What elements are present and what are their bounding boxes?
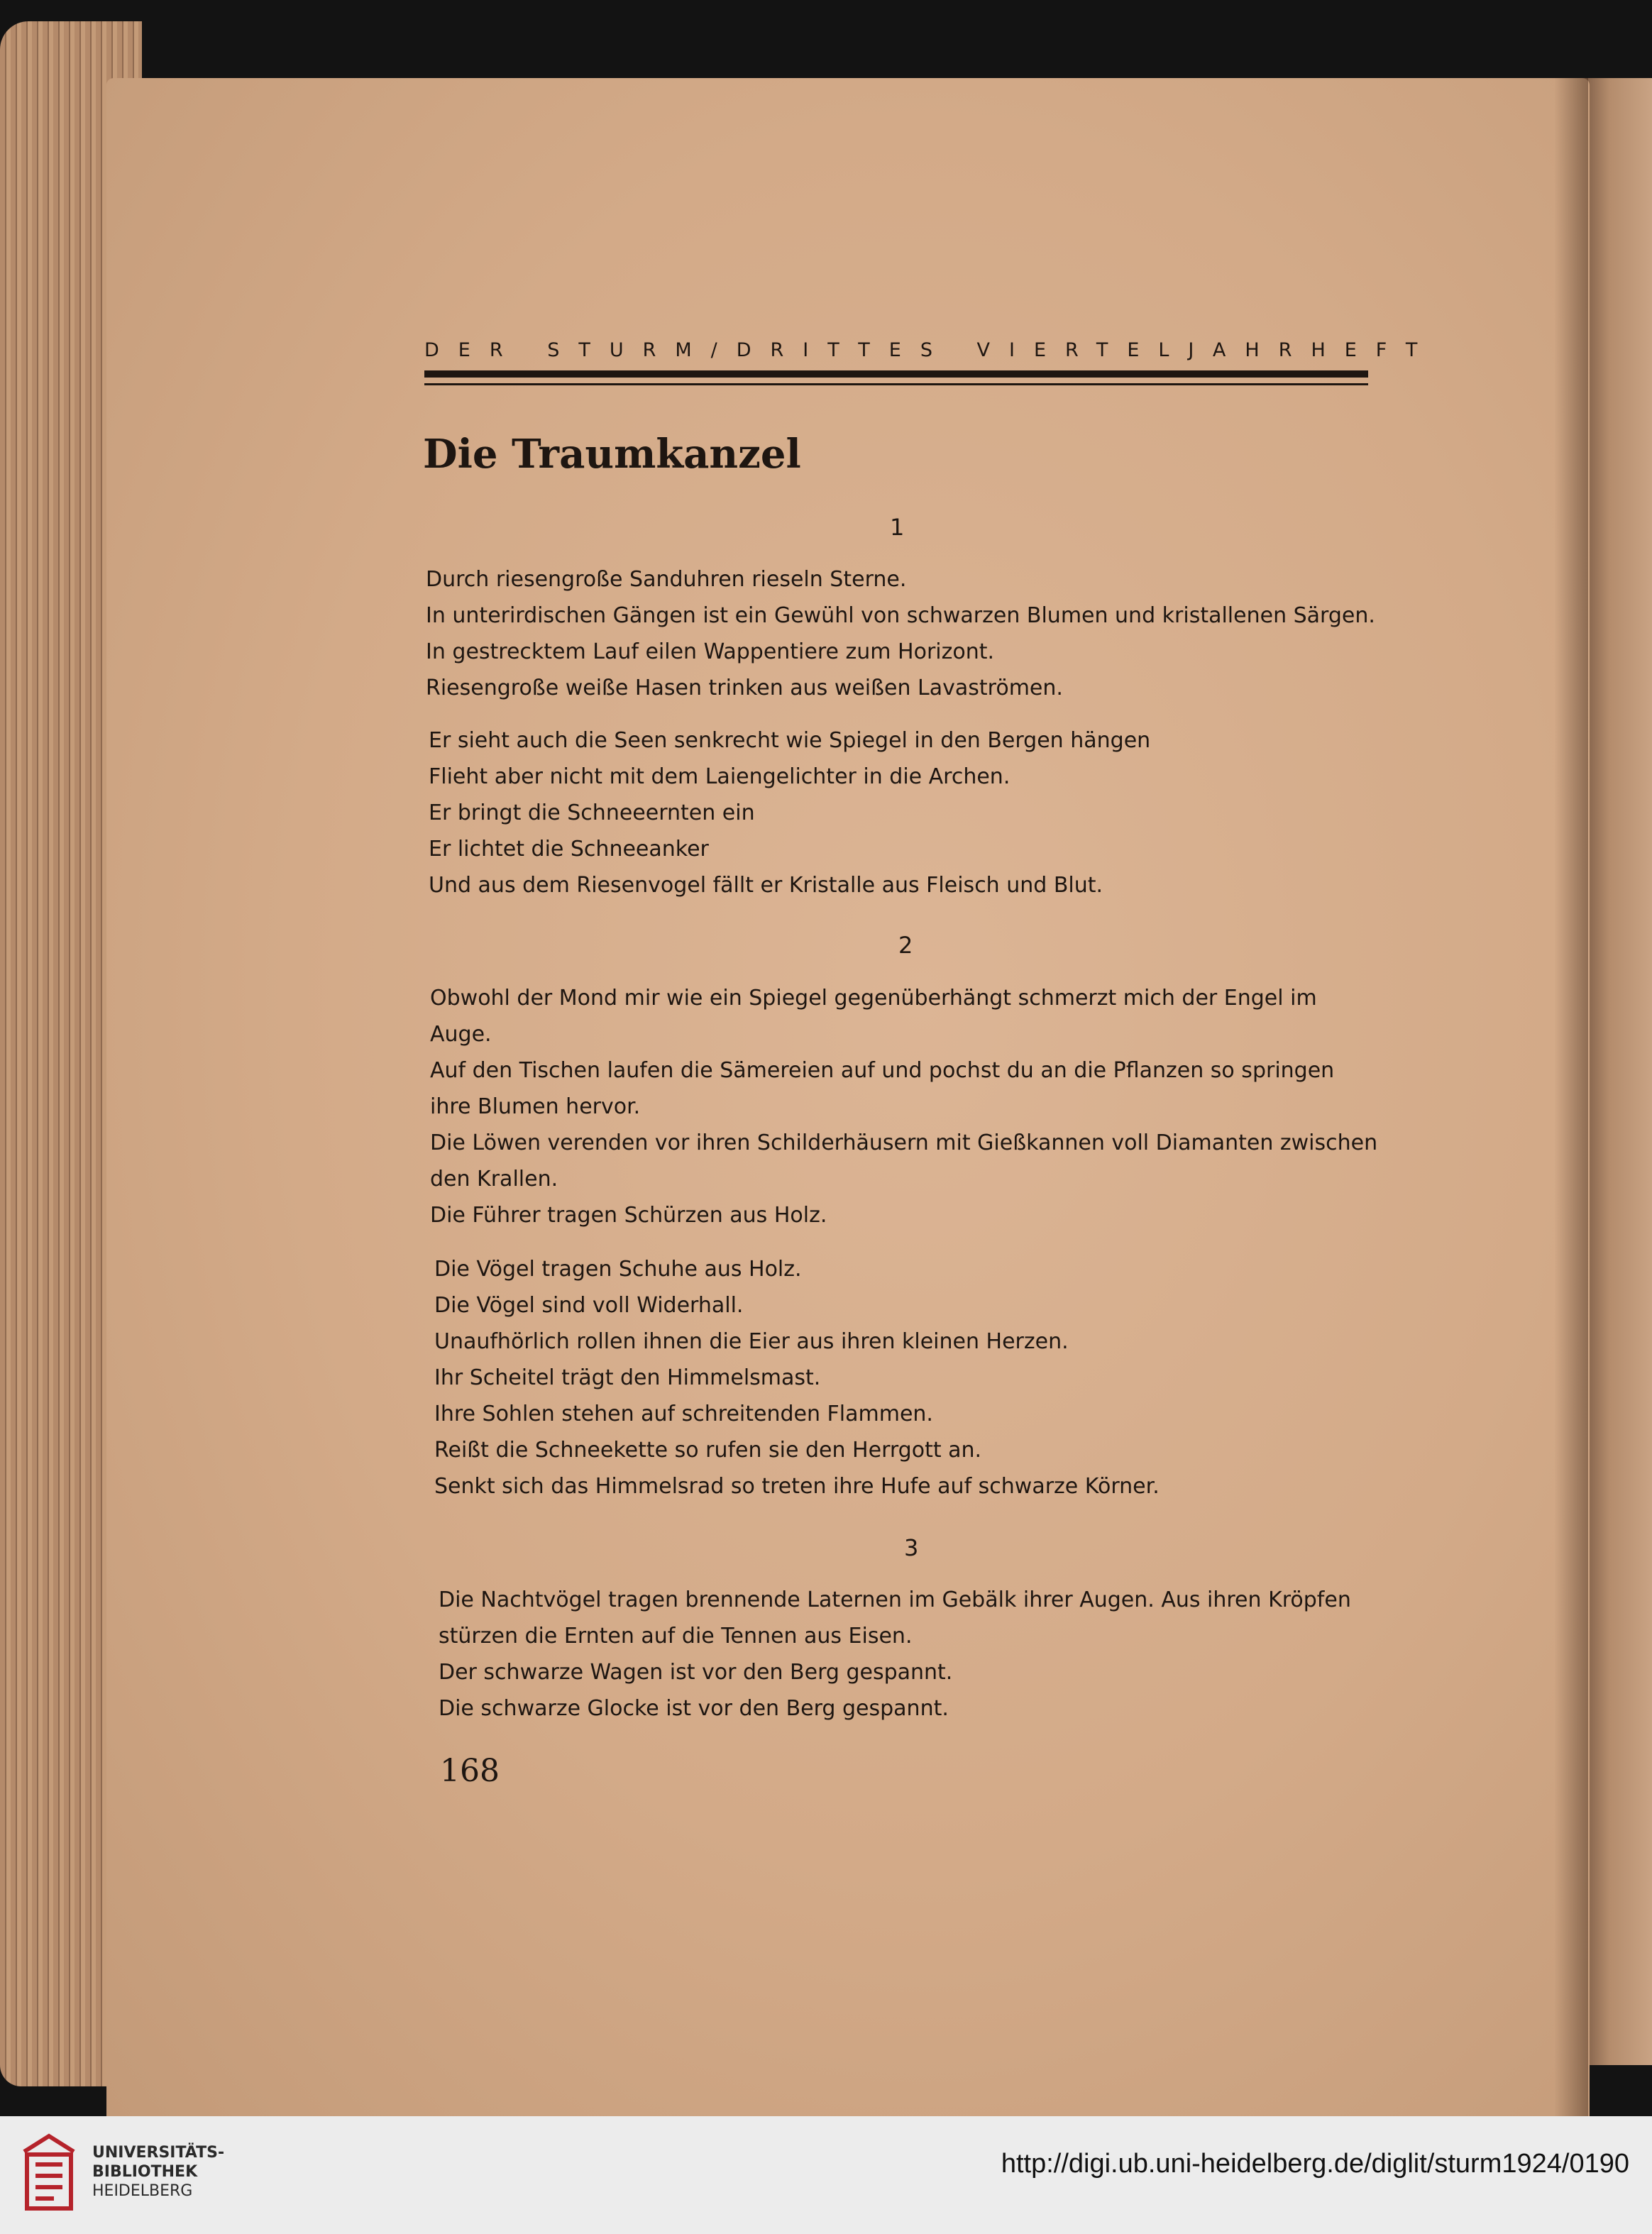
verse-line: Reißt die Schneekette so rufen sie den Herrgott an. — [434, 1438, 982, 1463]
verse-line: Er sieht auch die Seen senkrecht wie Spiegel in den Bergen hängen — [429, 728, 1151, 753]
verse-line: Die Vögel sind voll Widerhall. — [434, 1293, 744, 1318]
stanza — [434, 1251, 1160, 1504]
verse-line: Flieht aber nicht mit dem Laiengelichter in die Archen. — [429, 764, 1011, 789]
verse-line: Auf den Tischen laufen die Sämereien auf und pochst du an die Pflanzen so springen — [430, 1058, 1335, 1083]
verse-line: Unaufhörlich rollen ihnen die Eier aus ihren kleinen Herzen. — [434, 1329, 1069, 1354]
section-number: 1 — [890, 514, 905, 541]
verse-line: ihre Blumen hervor. — [430, 1094, 641, 1119]
stanza — [439, 1582, 1351, 1727]
verse-line: Er bringt die Schneeernten ein — [429, 800, 755, 825]
verse-line: In unterirdischen Gängen ist ein Gewühl von schwarzen Blumen und kristallenen Särgen. — [426, 603, 1375, 628]
verse-line: Durch riesengroße Sanduhren rieseln Sterne. — [426, 567, 907, 592]
verse-line: Ihre Sohlen stehen auf schreitenden Flammen. — [434, 1402, 933, 1426]
page-gutter-shadow — [1554, 78, 1588, 2122]
library-name — [92, 2143, 224, 2201]
source-url[interactable]: http://digi.ub.uni-heidelberg.de/diglit/sturm1924/0190 — [1001, 2149, 1629, 2179]
verse-line: In gestrecktem Lauf eilen Wappentiere zum Horizont. — [426, 639, 995, 664]
verse-line: Die schwarze Glocke ist vor den Berg gespannt. — [439, 1696, 949, 1721]
verse-line: Er lichtet die Schneeanker — [429, 837, 709, 862]
verse-line: Die Vögel tragen Schuhe aus Holz. — [434, 1257, 802, 1282]
verse-line: Senkt sich das Himmelsrad so treten ihre Hufe auf schwarze Körner. — [434, 1474, 1160, 1499]
verse-line: Der schwarze Wagen ist vor den Berg gespannt. — [439, 1660, 953, 1685]
verse-line: Riesengroße weiße Hasen trinken aus weißen Lavaströmen. — [426, 676, 1063, 700]
library-name-line: HEIDELBERG — [92, 2182, 193, 2200]
page-number: 168 — [440, 1753, 500, 1789]
verse-line: Ihr Scheitel trägt den Himmelsmast. — [434, 1365, 821, 1390]
stanza — [429, 722, 1150, 903]
library-logo-icon — [17, 2130, 81, 2216]
verse-line: Die Nachtvögel tragen brennende Laternen im Gebälk ihrer Augen. Aus ihren Kröpfen — [439, 1588, 1351, 1612]
verse-line: Die Führer tragen Schürzen aus Holz. — [430, 1203, 827, 1228]
section-number: 3 — [904, 1534, 919, 1561]
verse-line: Auge. — [430, 1022, 492, 1047]
verse-line: stürzen die Ernten auf die Tennen aus Eisen. — [439, 1624, 913, 1649]
poem-title: Die Traumkanzel — [423, 431, 801, 478]
library-name-line: UNIVERSITÄTS- — [92, 2144, 225, 2162]
verse-line: Und aus dem Riesenvogel fällt er Kristalle aus Fleisch und Blut. — [429, 873, 1103, 898]
header-rule-thick — [424, 370, 1368, 378]
verse-line: den Krallen. — [430, 1167, 558, 1192]
library-name-line: BIBLIOTHEK — [92, 2163, 198, 2181]
verse-line: Obwohl der Mond mir wie ein Spiegel gegenüberhängt schmerzt mich der Engel im — [430, 986, 1317, 1011]
section-number: 2 — [898, 932, 913, 959]
book-facing-page-edge — [1581, 78, 1652, 2065]
stanza — [426, 561, 1375, 706]
verse-line: Die Löwen verenden vor ihren Schilderhäusern mit Gießkannen voll Diamanten zwischen — [430, 1130, 1378, 1155]
running-head: DER STURM/DRITTES VIERTELJAHRHEFT — [424, 339, 1437, 361]
header-rule-thin — [424, 383, 1368, 385]
stanza — [430, 980, 1377, 1233]
